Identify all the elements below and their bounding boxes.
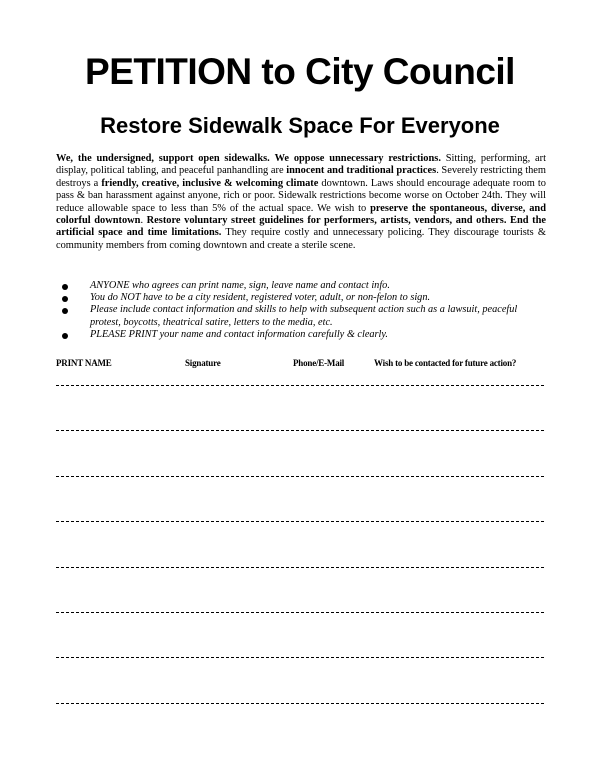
- statement-emphasis: innocent and traditional practices: [286, 165, 437, 177]
- signature-table-header: [0, 358, 600, 372]
- signing-instructions: [62, 280, 542, 341]
- statement-text: . Severely restricting them destroys a: [56, 165, 546, 189]
- instruction-item: [62, 329, 542, 341]
- statement-emphasis: preserve the spontaneous, diverse, and colorful downtown: [56, 202, 546, 227]
- bullet-icon: [62, 308, 68, 314]
- signature-line: [56, 430, 544, 431]
- signature-line: [56, 703, 544, 704]
- bullet-icon: [62, 284, 68, 290]
- signature-line: [56, 567, 544, 568]
- bullet-icon: [62, 296, 68, 302]
- column-header-signature: Signature: [185, 358, 221, 368]
- bullet-icon: [62, 333, 68, 339]
- instruction-text: ANYONE who agrees can print name, sign, leave name and contact info.: [90, 280, 390, 291]
- column-header-contact: Wish to be contacted for future action?: [374, 358, 517, 368]
- statement-emphasis: We, the undersigned, support open sidewalks.: [56, 153, 270, 164]
- column-header-print-name: PRINT NAME: [56, 358, 112, 368]
- instruction-text: You do NOT have to be a city resident, registered voter, adult, or non-felon to sign.: [90, 292, 431, 304]
- statement-text: .: [140, 215, 147, 227]
- signature-line: [56, 612, 544, 613]
- statement-text: downtown. Laws should encourage adequate room to pass & ban harassment against anyone, rich or poor. Sidewalk restrictions become worse on October 24th. They will reduce allowable space to less than 5% of the actual space. We wish to: [56, 177, 546, 214]
- instruction-text: Please include contact information and skills to help with subsequent action such as a lawsuit, peaceful protest, boycotts, theatrical satire, letters to the media, etc.: [90, 304, 518, 328]
- statement-text: They require costly and unnecessary policing. They discourage tourists & community members from coming downtown and create a sterile scene.: [56, 227, 546, 251]
- signature-line: [56, 657, 544, 658]
- instruction-item: [62, 292, 542, 304]
- instruction-item: [62, 280, 542, 292]
- instruction-item: [62, 304, 542, 328]
- statement-emphasis: friendly, creative, inclusive & welcoming climate: [101, 177, 319, 189]
- statement-text: Sitting, performing, art display, political tabling, and peaceful panhandling are: [56, 153, 546, 177]
- signature-line: [56, 385, 544, 386]
- statement-emphasis: Restore voluntary street guidelines for performers, artists, vendors, and others. End the artificial space and time limitations.: [56, 215, 546, 239]
- petition-statement: [56, 153, 546, 252]
- signature-line: [56, 521, 544, 522]
- statement-emphasis: We oppose unnecessary restrictions.: [274, 153, 441, 164]
- petition-subtitle: Restore Sidewalk Space For Everyone: [100, 113, 500, 138]
- petition-title: PETITION to City Council: [85, 51, 515, 92]
- instruction-text: PLEASE PRINT your name and contact information carefully & clearly.: [90, 328, 388, 340]
- column-header-phone-email: Phone/E-Mail: [293, 358, 345, 368]
- signature-line: [56, 476, 544, 477]
